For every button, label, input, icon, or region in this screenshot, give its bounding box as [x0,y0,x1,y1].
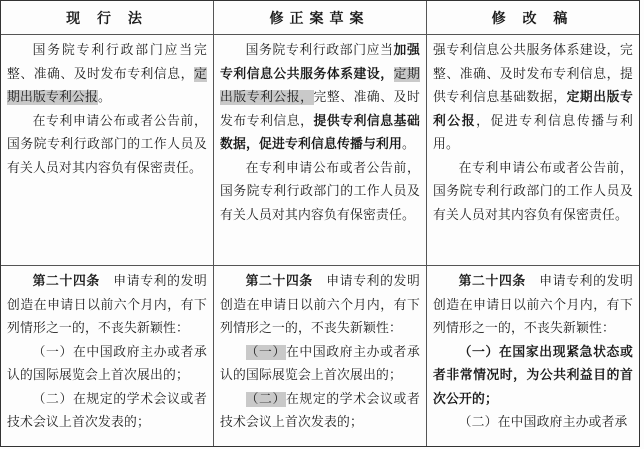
cell-revised-row1 [427,35,639,265]
text: 。 [97,90,111,105]
item: （二）在规定的学术会议或者技术会议上首次发表的； [7,391,207,430]
cell-revised-row2 [427,266,639,447]
text: 在中国政府主办或者承认的国际展览会上首次展出的； [220,344,420,383]
text: 在规定的学术会议或者技术会议上首次发表的； [220,391,420,430]
item [220,388,420,435]
item: （二）在中国政府主办或者承 [458,415,628,430]
paragraph: 在专利申请公布或者公告前，国务院专利行政部门的工作人员及有关人员对其内容负有保密责任。 [433,160,633,223]
article-paragraph [7,270,207,341]
header-revised-draft: 修 改 稿 [491,10,574,27]
header-draft-amendment: 修正案草案 [269,10,370,27]
text: 申请专利的发明创造在申请日以前六个月内，有下列情形之一的，不丧失新颖性： [220,274,420,336]
item: （一）在国家出现紧急状态或者非常情况时，为公共利益目的首次公开的； [433,344,633,407]
paragraph: 在专利申请公布或者公告前，国务院专利行政部门的工作人员及有关人员对其内容负有保密责任。 [220,160,420,223]
paragraph [220,39,420,157]
paragraph [7,39,207,110]
highlighted-text: 定期出版专利公报， [220,66,420,105]
cell-current-law-row2 [1,266,213,447]
article-number: 第二十四条 [245,274,313,289]
item [220,341,420,388]
cell-current-law-row1 [1,35,213,265]
article-paragraph [220,270,420,341]
bold-text: 提供专利信息基础数据，促进专利信息传播与利用 [220,113,420,152]
bold-text: 定期出版专利公报 [433,90,634,129]
bold-text: 加强专利信息公共服务体系建设， [220,43,420,82]
text: 完整、准确、及时发布专利信息， [220,90,420,129]
highlighted-text: 定期出版专利公报 [7,66,207,105]
highlighted-text: （二） [245,391,286,407]
article-number: 第二十四条 [32,274,100,289]
paragraph [433,39,633,157]
text: 国务院专利行政部门应当 [245,43,394,58]
text: 强专利信息公共服务体系建设，完整、准确、及时发布专利信息，提供专利信息基础数据， [433,43,633,105]
text: 国务院专利行政部门应当完整、准确、及时发布专利信息， [7,43,207,82]
cell-draft-row2 [214,266,426,447]
header-current-law: 现 行 法 [66,10,148,27]
cell-draft-row1 [214,35,426,265]
text: 申请专利的发明创造在申请日以前六个月内，有下列情形之一的，不丧失新颖性： [7,274,207,336]
text: 申请专利的发明创造在申请日以前六个月内，有下列情形之一的，不丧失新颖性： [433,274,633,336]
article-number: 第二十四条 [458,274,526,289]
paragraph: 在专利申请公布或者公告前，国务院专利行政部门的工作人员及有关人员对其内容负有保密责任。 [7,113,207,176]
text: 。 [401,137,415,152]
article-paragraph [433,270,633,341]
highlighted-text: （一） [245,344,286,360]
item: （一）在中国政府主办或者承认的国际展览会上首次展出的； [7,344,207,383]
text: ，促进专利信息传播与利用。 [433,113,633,152]
